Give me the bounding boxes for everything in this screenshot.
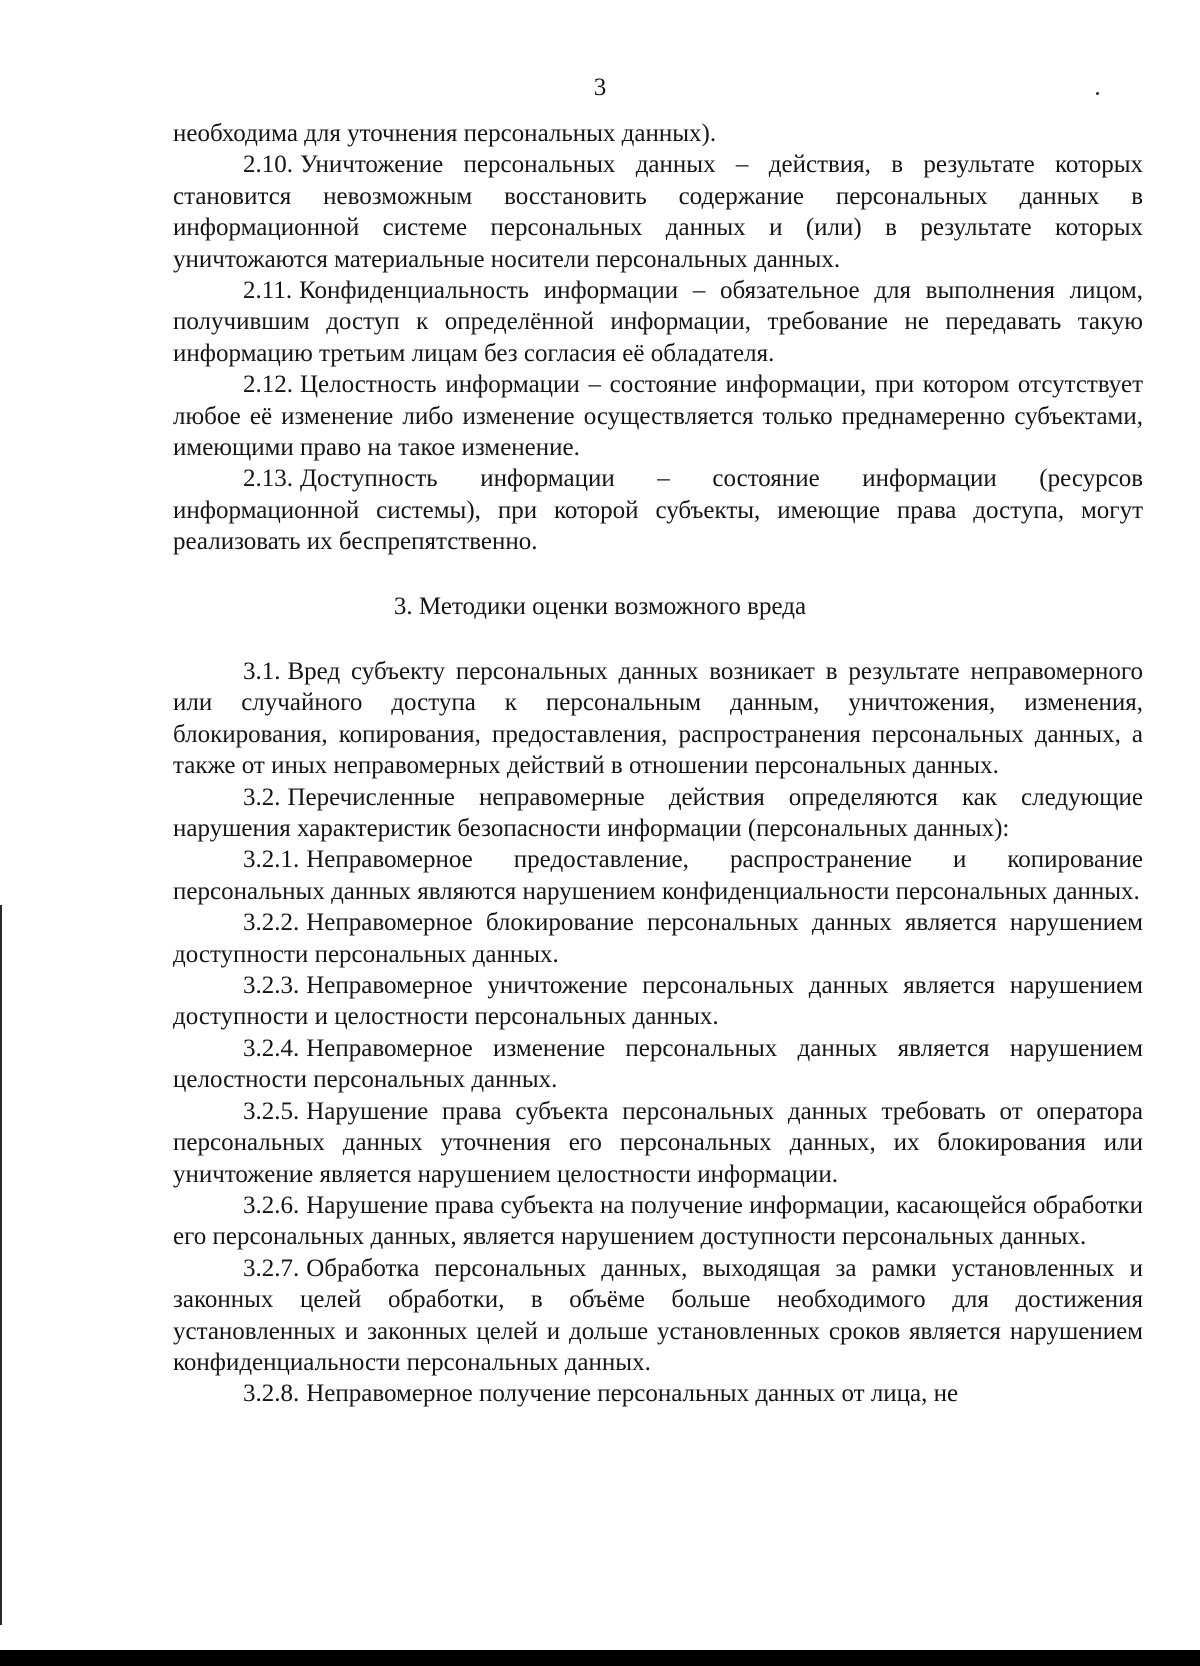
paragraph-3-2-7	[173, 1253, 1143, 1379]
paragraph-number: 3.2.1.	[243, 846, 300, 874]
paragraph-number: 2.10.	[243, 151, 293, 179]
paragraph-number: 2.12.	[243, 371, 293, 399]
paragraph-3-2-8	[173, 1378, 1143, 1409]
paragraph-text: Неправомерное предоставление, распространение и копирование персональных данных являются нарушением конфиденциальности персональных данных.	[173, 846, 1143, 905]
paragraph-number: 3.1.	[243, 658, 281, 685]
section-2-continuation	[173, 118, 1143, 558]
paragraph-number: 3.2.6.	[243, 1191, 300, 1219]
paragraph-2-11	[173, 275, 1143, 369]
page-number: 3	[593, 74, 607, 101]
paragraph-3-2-3	[173, 970, 1143, 1033]
paragraph-3-2-1	[173, 844, 1143, 907]
paragraph-text: Неправомерное блокирование персональных данных является нарушением доступности персональных данных.	[173, 909, 1143, 968]
paragraph-number: 3.2.5.	[243, 1097, 300, 1125]
paragraph-3-2	[173, 782, 1143, 845]
paragraph-number: 3.2.2.	[243, 909, 300, 937]
paragraph-text: Неправомерное уничтожение персональных данных является нарушением доступности и целостности персональных данных.	[173, 972, 1143, 1031]
intro-fragment: необходима для уточнения персональных данных).	[173, 120, 717, 147]
paragraph-text: Неправомерное получение персональных данных от лица, не	[306, 1380, 959, 1408]
paragraph-text: Неправомерное изменение персональных данных является нарушением целостности персональных данных.	[173, 1034, 1143, 1094]
section-3-body	[173, 656, 1143, 1410]
paragraph-3-2-5	[173, 1096, 1143, 1190]
paragraph-text: Обработка персональных данных, выходящая за рамки установленных и законных целей обработки, в объёме больше необходимого для достижения установленных и законных целей и дольше установленных сроков является нарушением конфиденциальности персональных данных.	[173, 1254, 1143, 1376]
paragraph-number: 3.2.8.	[243, 1380, 300, 1408]
scan-bottom-border	[0, 1650, 1200, 1666]
paragraph-text: Перечисленные неправомерные действия определяются как следующие нарушения характеристик безопасности информации (персональных данных):	[173, 783, 1143, 843]
paragraph-2-12	[173, 369, 1143, 463]
section-3-heading: 3. Методики оценки возможного вреда	[393, 593, 807, 620]
paragraph-text: Нарушение права субъекта на получение информации, касающейся обработки его персональных данных, является нарушением доступности персональных данных.	[173, 1191, 1143, 1251]
paragraph-2-10	[173, 149, 1143, 275]
paragraph-text: Целостность информации – состояние информации, при котором отсутствует любое её изменение либо изменение осуществляется только преднамеренно субъектами, имеющими право на такое изменение.	[173, 371, 1143, 462]
paragraph-3-2-4	[173, 1033, 1143, 1096]
paragraph-2-13	[173, 463, 1143, 557]
paragraph-number: 3.2.3.	[243, 972, 300, 1000]
paragraph-text: Нарушение права субъекта персональных данных требовать от оператора персональных данных уточнения его персональных данных, их блокирования или уничтожение является нарушением целостности информации.	[173, 1097, 1143, 1188]
scan-edge-line	[0, 905, 2, 1625]
paragraph-text: Конфиденциальность информации – обязательное для выполнения лицом, получившим доступ к определённой информации, требование не передавать такую информацию третьим лицам без согласия её обладателя.	[173, 277, 1143, 367]
paragraph-number: 3.2.	[243, 783, 281, 811]
paragraph-number: 2.11.	[243, 277, 293, 305]
paragraph-text: Доступность информации – состояние информации (ресурсов информационной системы), при которой субъекты, имеющие права доступа, могут реализовать их беспрепятственно.	[173, 465, 1143, 556]
paragraph-text: Уничтожение персональных данных – действия, в результате которых становится невозможным восстановить содержание персональных данных в информационной системе персональных данных и (или) в результате которых уничтожаются материальные носители персональных данных.	[173, 151, 1143, 273]
paragraph-number: 3.2.4.	[243, 1034, 300, 1062]
paragraph-3-2-2	[173, 907, 1143, 970]
paragraph-3-2-6	[173, 1190, 1143, 1253]
paragraph-number: 3.2.7.	[243, 1254, 300, 1282]
paragraph-3-1	[173, 656, 1143, 782]
paragraph-number: 2.13.	[243, 465, 293, 493]
paragraph-text: Вред субъекту персональных данных возникает в результате неправомерного или случайного доступа к персональным данным, уничтожения, изменения, блокирования, копирования, предоставления, распространения персональных данных, а также от иных неправомерных действий в отношении персональных данных.	[173, 658, 1143, 780]
